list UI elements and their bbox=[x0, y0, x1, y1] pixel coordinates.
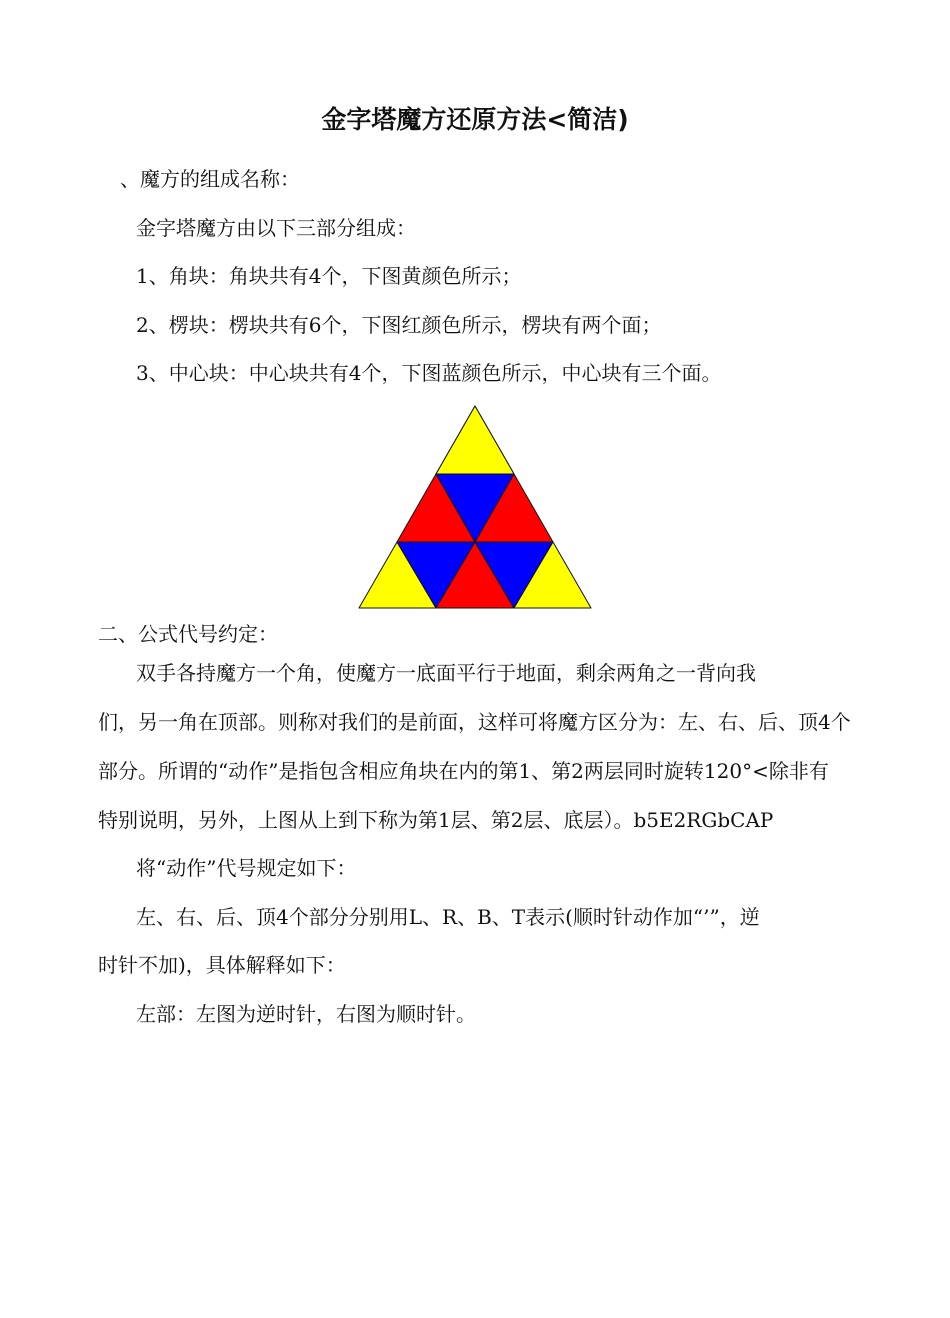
section-heading-components: 、魔方的组成名称： bbox=[120, 167, 300, 191]
notation-paragraph-line: 双手各持魔方一个角，使魔方一底面平行于地面，剩余两角之一背向我 bbox=[136, 661, 756, 685]
notation-paragraph-line: 们，另一角在顶部。则称对我们的是前面，这样可将魔方区分为：左、右、后、顶4个 bbox=[98, 710, 851, 734]
move-code-intro: 将“动作”代号规定如下： bbox=[136, 856, 357, 880]
page-title: 金字塔魔方还原方法<简洁) bbox=[321, 105, 629, 134]
notation-paragraph-line: 部分。所谓的“动作”是指包含相应角块在内的第1、第2两层同时旋转120°<除非有 bbox=[98, 759, 829, 783]
move-code-definition: 左、右、后、顶4个部分分别用L、R、B、T表示(顺时针动作加“’”，逆 bbox=[136, 905, 760, 929]
item-center-pieces: 3、中心块：中心块共有4个，下图蓝颜色所示，中心块有三个面。 bbox=[136, 361, 722, 385]
pyramid-face-diagram bbox=[358, 405, 592, 609]
components-intro: 金字塔魔方由以下三部分组成： bbox=[136, 216, 416, 240]
left-move-caption: 左部：左图为逆时针，右图为顺时针。 bbox=[136, 1002, 476, 1026]
notation-paragraph-line: 特别说明，另外，上图从上到下称为第1层、第2层、底层）。b5E2RGbCAP bbox=[98, 808, 774, 832]
corner-piece-top bbox=[436, 406, 514, 474]
move-code-definition: 时针不加)，具体解释如下： bbox=[98, 953, 346, 977]
item-corner-pieces: 1、角块：角块共有4个，下图黄颜色所示； bbox=[136, 264, 522, 288]
section-heading-notation: 二、公式代号约定： bbox=[98, 622, 278, 646]
item-edge-pieces: 2、楞块：楞块共有6个，下图红颜色所示，楞块有两个面； bbox=[136, 313, 662, 337]
